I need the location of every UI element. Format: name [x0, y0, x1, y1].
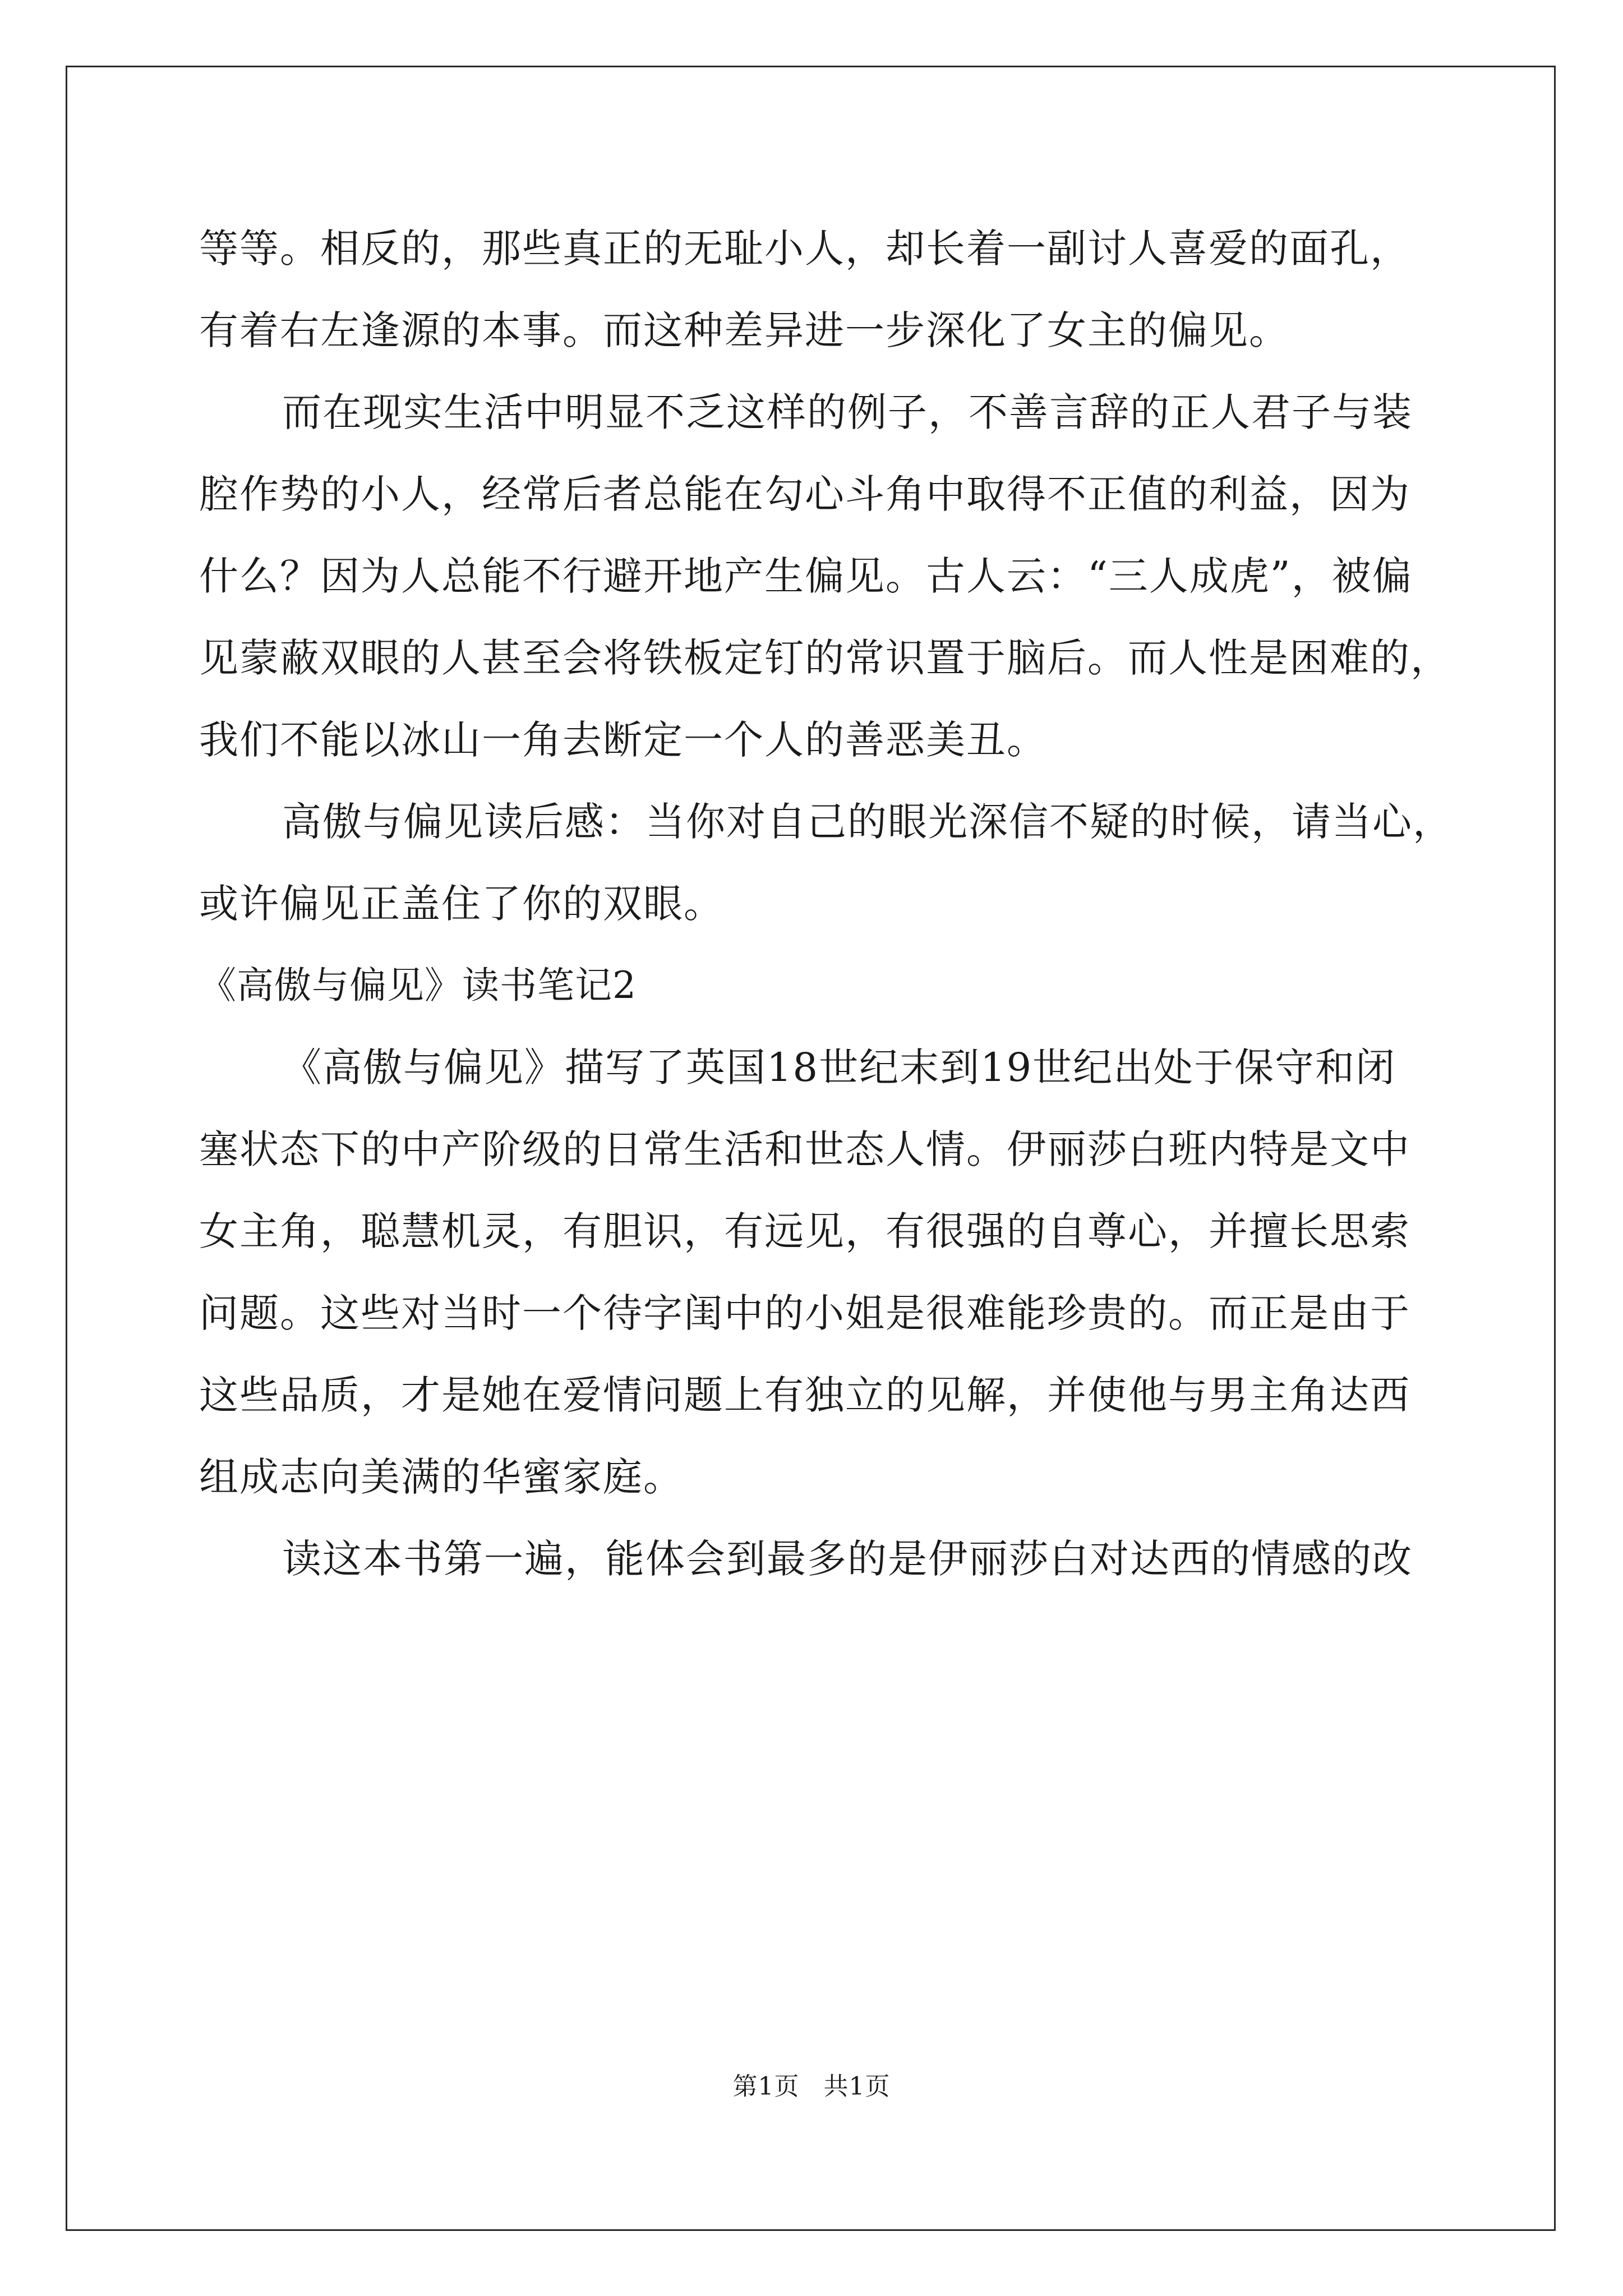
text-line: 有着右左逢源的本事。而这种差异进一步深化了女主的偏见。 — [199, 307, 1289, 353]
text-line: 见蒙蔽双眼的人甚至会将铁板定钉的常识置于脑后。而人性是困难的， — [199, 635, 1451, 681]
text-line: 什么？因为人总能不行避开地产生偏见。古人云：“三人成虎”，被偏 — [199, 553, 1413, 599]
text-line: 塞状态下的中产阶级的日常生活和世态人情。伊丽莎白班内特是文中 — [199, 1126, 1410, 1172]
text-line: 这些品质，才是她在爱情问题上有独立的见解，并使他与男主角达西 — [199, 1372, 1410, 1418]
text-line: 等等。相反的，那些真正的无耻小人，却长着一副讨人喜爱的面孔， — [199, 226, 1410, 272]
section-heading: 《高傲与偏见》读书笔记2 — [199, 964, 637, 1007]
page-total: 共1页 — [823, 2072, 891, 2101]
text-line: 问题。这些对当时一个待字闺中的小姐是很难能珍贵的。而正是由于 — [199, 1290, 1410, 1336]
text-line: 而在现实生活中明显不乏这样的例子，不善言辞的正人君子与装 — [282, 389, 1413, 435]
text-line: 腔作势的小人，经常后者总能在勾心斗角中取得不正值的利益，因为 — [199, 471, 1410, 517]
document-body — [199, 208, 1453, 1600]
page-number: 第1页 — [732, 2072, 800, 2101]
text-line: 高傲与偏见读后感：当你对自己的眼光深信不疑的时候，请当心， — [282, 799, 1453, 845]
text-line: 或许偏见正盖住了你的双眼。 — [199, 881, 724, 927]
text-line: 组成志向美满的华蜜家庭。 — [199, 1454, 684, 1500]
text-line: 女主角，聪慧机灵，有胆识，有远见，有很强的自尊心，并擅长思索 — [199, 1208, 1410, 1254]
text-line: 我们不能以冰山一角去断定一个人的善恶美丑。 — [199, 717, 1047, 763]
page-footer — [0, 2070, 1623, 2104]
text-line: 《高傲与偏见》描写了英国18世纪末到19世纪出处于保守和闭 — [282, 1045, 1396, 1091]
text-line: 读这本书第一遍，能体会到最多的是伊丽莎白对达西的情感的改 — [282, 1536, 1413, 1582]
